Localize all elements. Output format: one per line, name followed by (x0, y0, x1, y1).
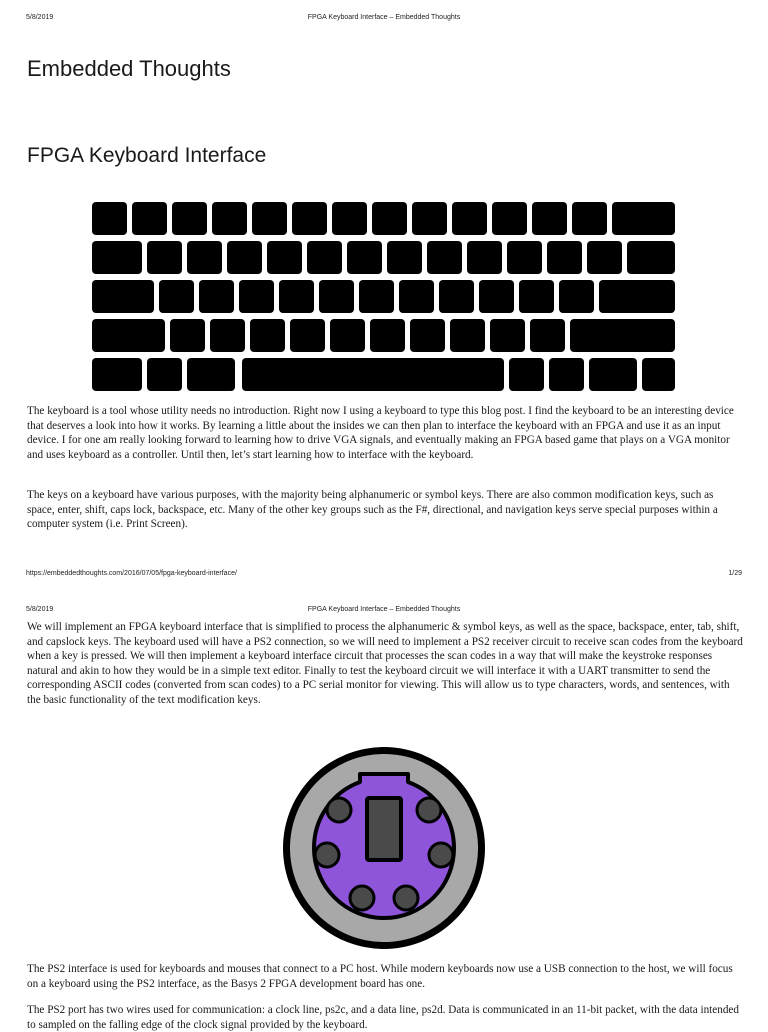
footer-url: https://embeddedthoughts.com/2016/07/05/fpga-keyboard-interface/ (26, 570, 237, 577)
ps2-connector-illustration (282, 746, 486, 950)
ps2-port-paragraph: The PS2 port has two wires used for communication: a clock line, ps2c, and a data line, ps2d. Data is communicated in an 11-bit packet, with the data intended to sampled on the falling edge of the clock signal provided by the keyboard. (27, 1004, 739, 1031)
header-doc-title-2: FPGA Keyboard Interface – Embedded Thoughts (307, 606, 461, 613)
implementation-paragraph: We will implement an FPGA keyboard interface that is simplified to process the alphanumeric & symbol keys, as well as the space, backspace, enter, tab, shift, and capslock keys. The keyboard used will have a PS2 connection, so we will need to implement a PS2 receiver circuit to receive scan codes from the keyboard when a key is pressed. We will then implement a keyboard interface circuit that processes the scan codes in a way that will make the keystroke responses natural and akin to how they would be in a simple text editor. Finally to test the keyboard circuit we will interface it with a UART transmitter to send the corresponding ASCII codes (converted from scan codes) to a PC serial monitor for viewing. This will allow us to type characters, words, and sentences, with the basic functionality of the text modification keys. (27, 621, 743, 706)
header-date-2: 5/8/2019 (26, 606, 54, 613)
intro-paragraph: The keyboard is a tool whose utility needs no introduction. Right now I using a keyboard to type this blog post. I find the keyboard to be an interesting device that deserves a look into how it works. By learning a little about the insides we can then plan to interface the keyboard with an FPGA and use it as an input device. I for one am really looking forward to learning how to drive VGA signals, and eventually making an FPGA based game that plays on a VGA monitor and uses keyboard as a controller. Until then, let’s start learning how to interface with the keyboard. (27, 405, 734, 461)
post-title: FPGA Keyboard Interface (27, 144, 267, 167)
keyboard-illustration (92, 200, 677, 393)
site-title: Embedded Thoughts (27, 56, 231, 81)
header-date: 5/8/2019 (26, 14, 54, 21)
header-doc-title: FPGA Keyboard Interface – Embedded Thoughts (307, 14, 461, 21)
ps2-interface-paragraph: The PS2 interface is used for keyboards and mouses that connect to a PC host. While modern keyboards now use a USB connection to the host, we will focus on a keyboard using the PS2 interface, as the Basys 2 FPGA development board has one. (27, 963, 733, 990)
footer-page-number: 1/29 (728, 570, 742, 577)
keys-paragraph: The keys on a keyboard have various purposes, with the majority being alphanumeric or symbol keys. There are also common modification keys, such as space, enter, shift, caps lock, backspace, etc. Many of the other key groups such as the F#, directional, and navigation keys serve special purposes within a computer system (i.e. Print Screen). (27, 489, 718, 531)
